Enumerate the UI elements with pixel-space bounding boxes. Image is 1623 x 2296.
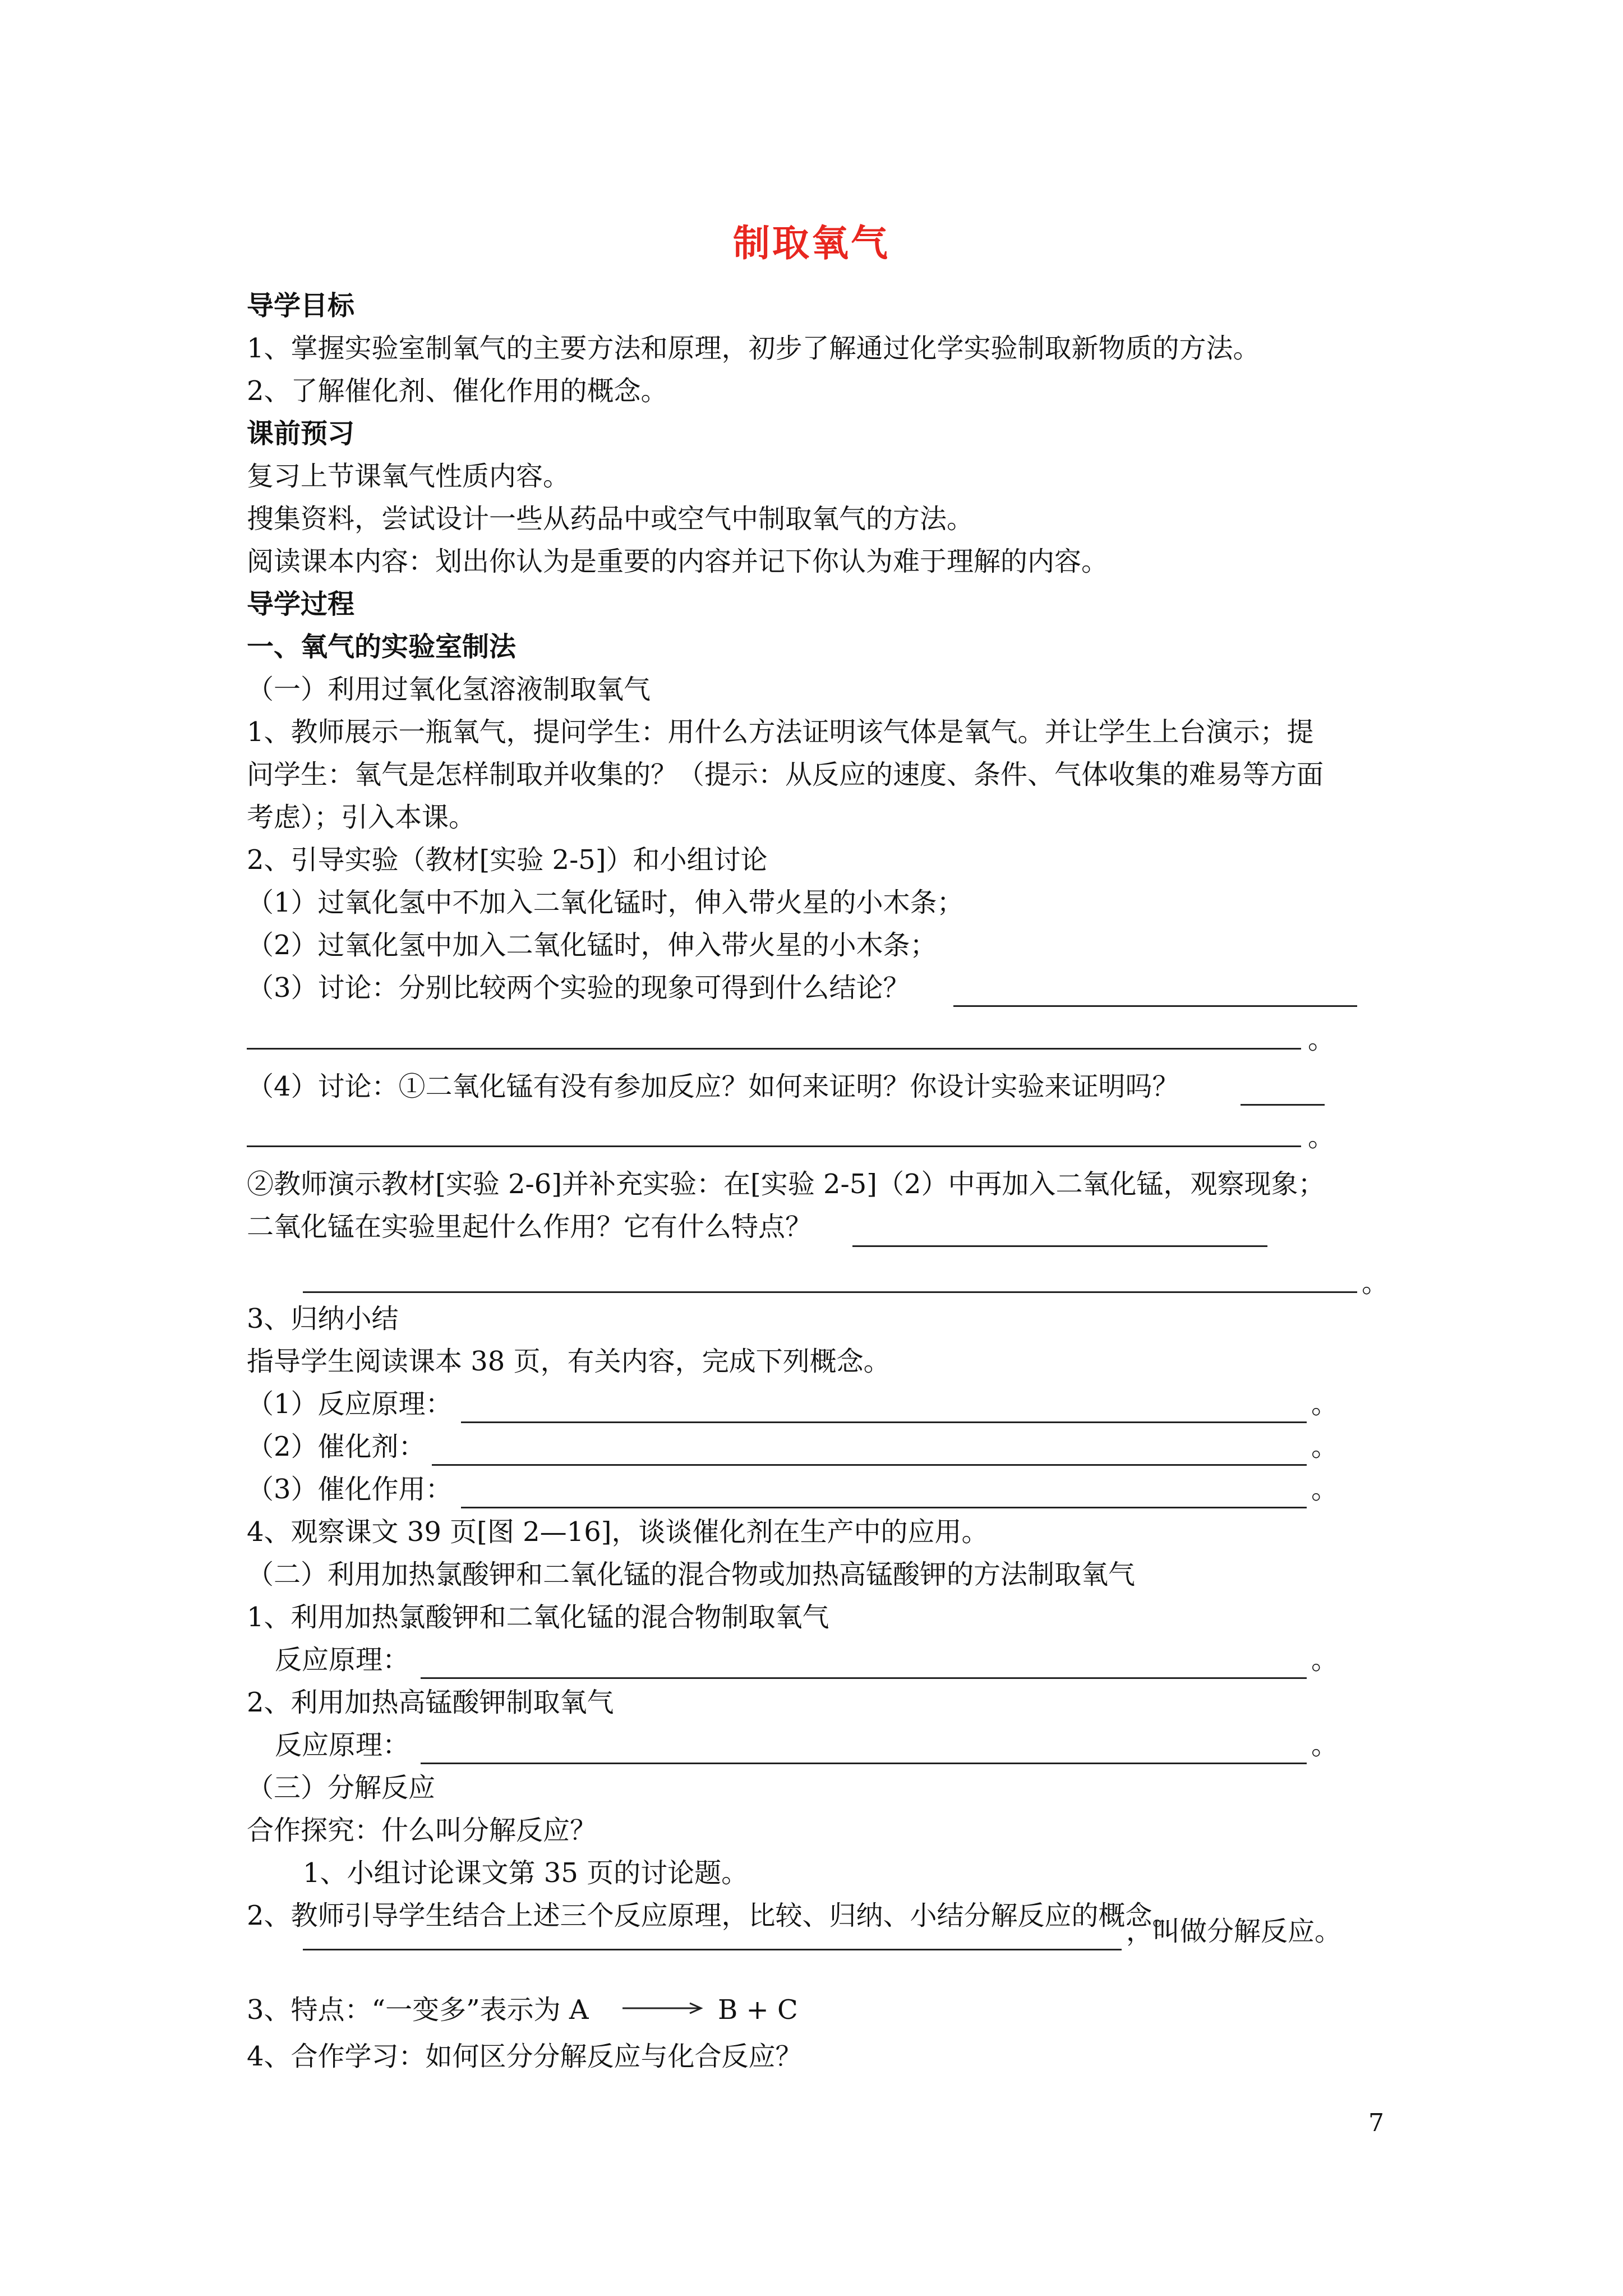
method-1-principle: 反应原理：	[275, 1644, 410, 1676]
answer-blank-q3[interactable]	[953, 1005, 1357, 1007]
answer-blank-decomposition[interactable]	[303, 1949, 1122, 1950]
period: 。	[1308, 1024, 1335, 1055]
step1-line-3: 考虑）；引入本课。	[247, 802, 476, 833]
answer-blank-q5-cont[interactable]	[303, 1291, 1357, 1293]
answer-blank-concept-3[interactable]	[461, 1507, 1307, 1508]
cooperative-question: 合作探究：什么叫分解反应？	[247, 1815, 597, 1846]
discussion-q4: （4）讨论：①二氧化锰有没有参加反应？如何来证明？你设计实验来证明吗？	[247, 1071, 1179, 1102]
period: 。	[1311, 1388, 1339, 1420]
method-2-principle: 反应原理：	[275, 1729, 410, 1761]
preview-heading: 课前预习	[247, 418, 355, 449]
period: 。	[1362, 1267, 1389, 1299]
experiment-q2: （2）过氧化氢中加入二氧化锰时，伸入带火星的小木条；	[247, 930, 937, 961]
step3-heading: 3、归纳小结	[247, 1303, 399, 1335]
answer-blank-concept-2[interactable]	[432, 1464, 1307, 1466]
answer-blank-q3-cont[interactable]	[247, 1048, 1301, 1050]
method-1-title: 1、利用加热氯酸钾和二氧化锰的混合物制取氧气	[247, 1602, 829, 1633]
discussion-q5-line-1: ②教师演示教材[实验 2-6]并补充实验：在[实验 2-5]（2）中再加入二氧化锰，观察现象；	[247, 1168, 1325, 1200]
answer-blank-concept-1[interactable]	[461, 1421, 1307, 1423]
decomposition-step-3: 3、特点：“一变多”表示为 A	[247, 1994, 589, 2026]
decomposition-step-2: 2、教师引导学生结合上述三个反应原理，比较、归纳、小结分解反应的概念。	[247, 1900, 1179, 1931]
preview-item-2: 搜集资料，尝试设计一些从药品中或空气中制取氧气的方法。	[247, 503, 974, 535]
decomposition-step-4: 4、合作学习：如何区分分解反应与化合反应？	[247, 2041, 803, 2072]
decomposition-step-1: 1、小组讨论课文第 35 页的讨论题。	[303, 1857, 749, 1889]
method-2-title: 2、利用加热高锰酸钾制取氧气	[247, 1687, 614, 1718]
answer-blank-method-1[interactable]	[421, 1677, 1307, 1679]
decomposition-products: B + C	[718, 1994, 798, 2026]
answer-blank-q4[interactable]	[1241, 1104, 1325, 1106]
concept-catalyst: （2）催化剂：	[247, 1431, 426, 1462]
decomposition-tail: ，叫做分解反应。	[1126, 1916, 1342, 1947]
period: 。	[1311, 1431, 1339, 1462]
experiment-q1: （1）过氧化氢中不加入二氧化锰时，伸入带火星的小木条；	[247, 887, 964, 918]
part1-3-heading: （三）分解反应	[247, 1772, 436, 1803]
goal-heading: 导学目标	[247, 290, 355, 321]
concept-reaction-principle: （1）反应原理：	[247, 1388, 453, 1420]
period: 。	[1311, 1644, 1339, 1676]
goal-item-1: 1、掌握实验室制氧气的主要方法和原理，初步了解通过化学实验制取新物质的方法。	[247, 333, 1260, 364]
discussion-q5-line-2: 二氧化锰在实验里起什么作用？它有什么特点？	[247, 1211, 813, 1243]
page-title: 制取氧气	[733, 221, 890, 265]
period: 。	[1311, 1729, 1339, 1761]
process-heading: 导学过程	[247, 588, 355, 620]
period: 。	[1308, 1121, 1335, 1153]
part1-1-heading: （一）利用过氧化氢溶液制取氧气	[247, 674, 651, 705]
answer-blank-method-2[interactable]	[421, 1763, 1307, 1764]
step1-line-1: 1、教师展示一瓶氧气，提问学生：用什么方法证明该气体是氧气。并让学生上台演示；提	[247, 716, 1314, 748]
page-number: 7	[1368, 2109, 1384, 2137]
step4-text: 4、观察课文 39 页[图 2—16]，谈谈催化剂在生产中的应用。	[247, 1516, 989, 1548]
discussion-q3: （3）讨论：分别比较两个实验的现象可得到什么结论？	[247, 972, 910, 1004]
part1-heading: 一、氧气的实验室制法	[247, 631, 517, 662]
preview-item-1: 复习上节课氧气性质内容。	[247, 461, 570, 492]
preview-item-3: 阅读课本内容：划出你认为是重要的内容并记下你认为难于理解的内容。	[247, 546, 1109, 577]
concept-catalysis: （3）催化作用：	[247, 1474, 453, 1505]
arrow-icon	[623, 2001, 704, 2015]
step2-heading: 2、引导实验（教材[实验 2-5]）和小组讨论	[247, 844, 768, 876]
answer-blank-q4-cont[interactable]	[247, 1145, 1301, 1147]
part1-2-heading: （二）利用加热氯酸钾和二氧化锰的混合物或加热高锰酸钾的方法制取氧气	[247, 1559, 1136, 1590]
answer-blank-q5[interactable]	[852, 1245, 1267, 1247]
period: 。	[1311, 1474, 1339, 1505]
step3-intro: 指导学生阅读课本 38 页，有关内容，完成下列概念。	[247, 1346, 891, 1377]
goal-item-2: 2、了解催化剂、催化作用的概念。	[247, 375, 668, 407]
step1-line-2: 问学生：氧气是怎样制取并收集的？（提示：从反应的速度、条件、气体收集的难易等方面	[247, 759, 1324, 790]
